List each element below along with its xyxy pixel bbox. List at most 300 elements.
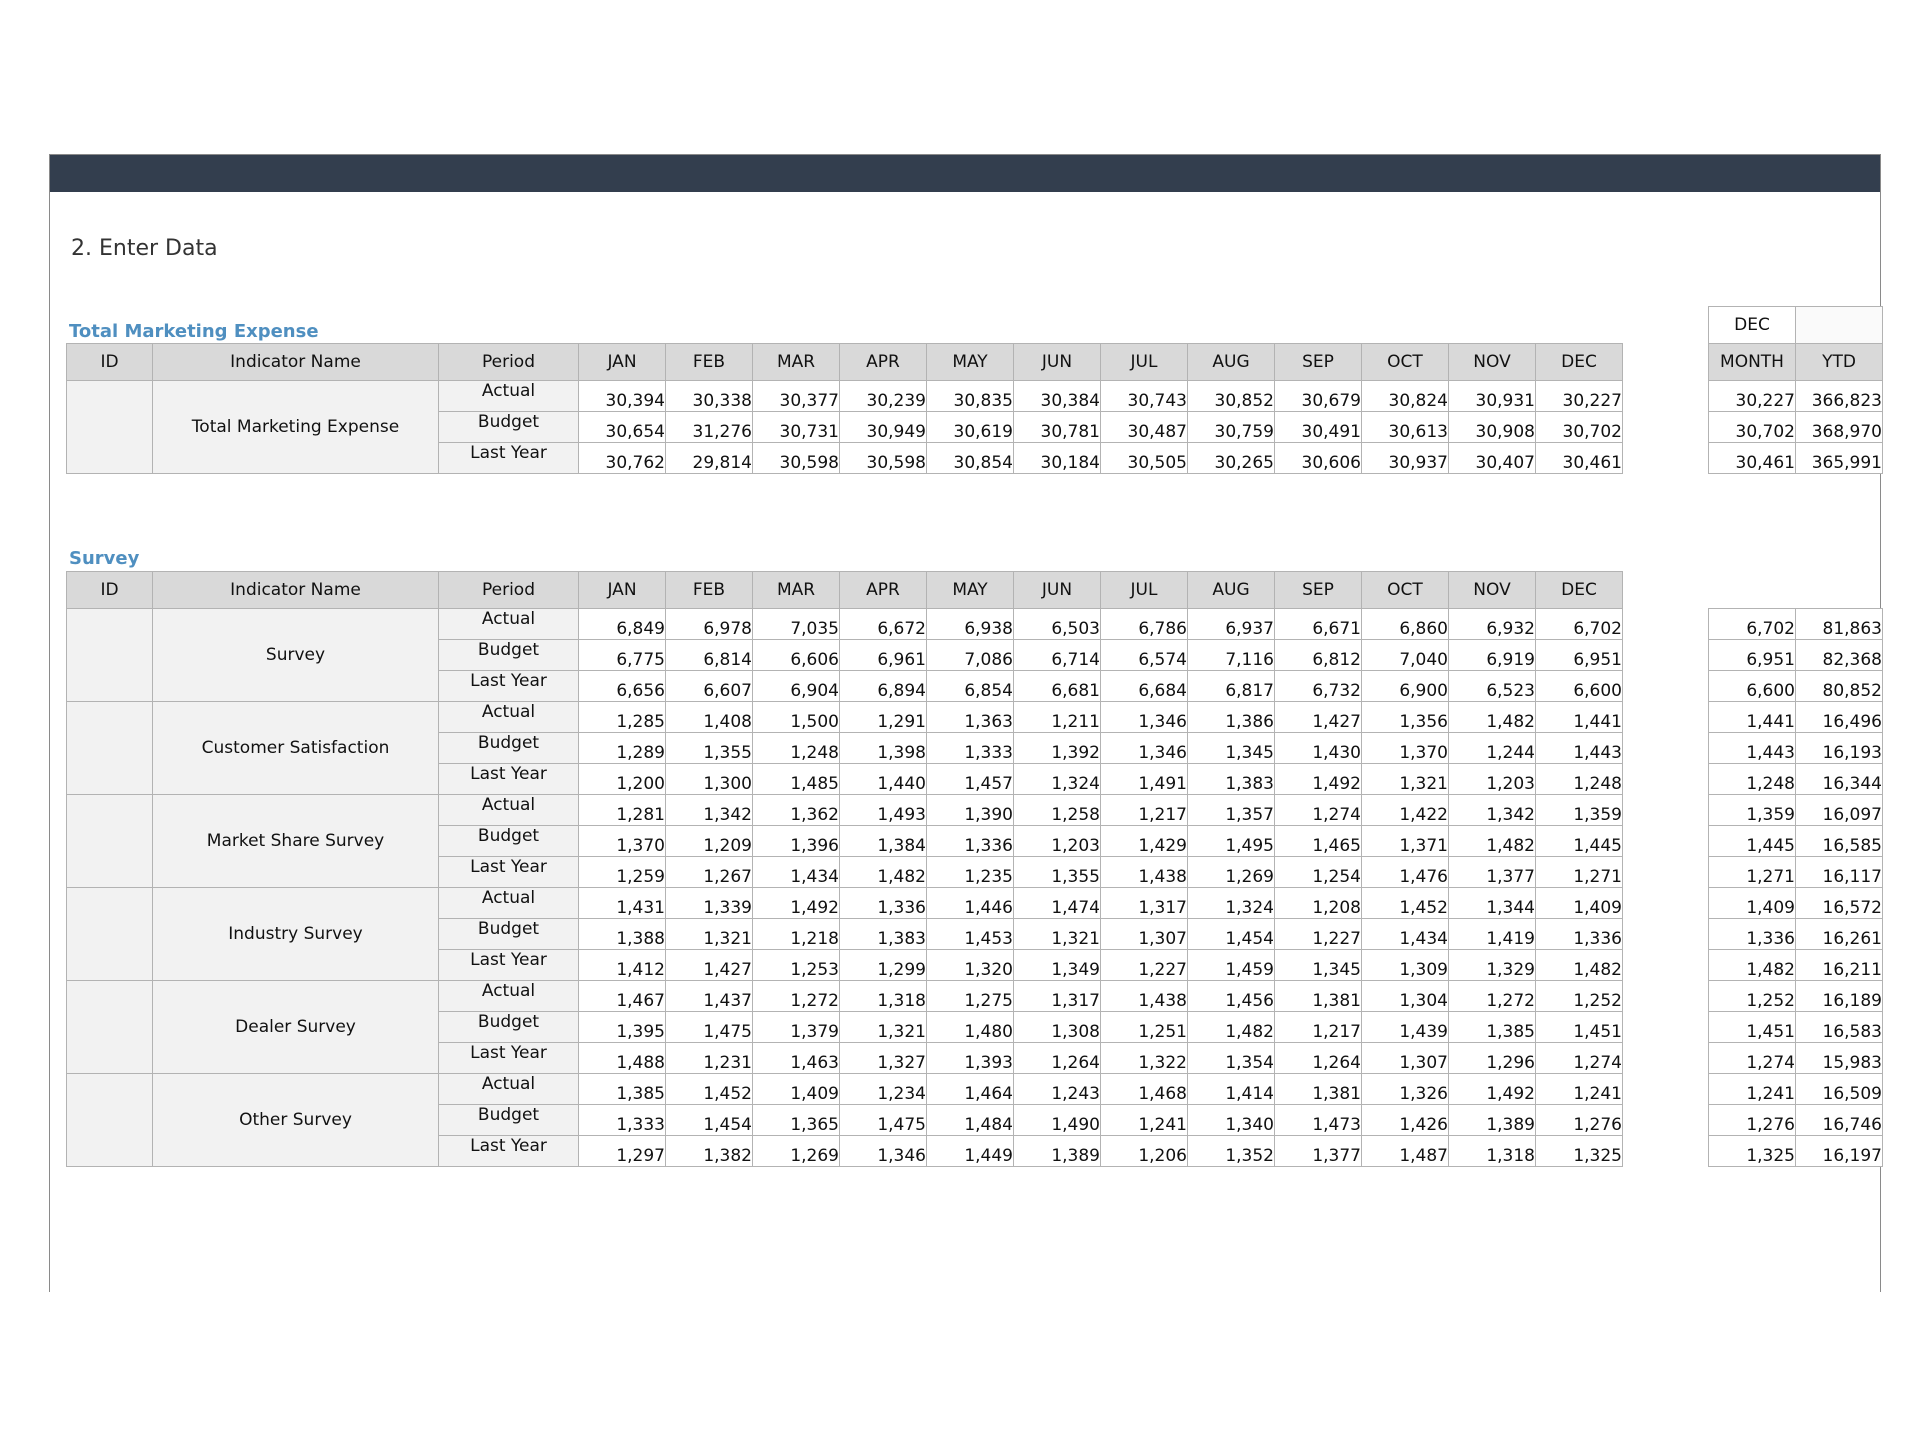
column-gap xyxy=(1623,888,1709,919)
value-cell-sep[interactable]: 1,264 xyxy=(1275,1043,1362,1074)
column-gap xyxy=(1623,443,1709,474)
indicator-id-cell[interactable] xyxy=(67,888,153,981)
value-cell-may[interactable]: 1,393 xyxy=(927,1043,1014,1074)
value-cell-jul[interactable]: 30,505 xyxy=(1101,443,1188,474)
value-cell-may[interactable]: 1,320 xyxy=(927,950,1014,981)
value-cell-oct[interactable]: 1,370 xyxy=(1362,733,1449,764)
value-cell-oct[interactable]: 7,040 xyxy=(1362,640,1449,671)
value-cell-dec[interactable]: 1,325 xyxy=(1536,1136,1623,1167)
value-cell-feb[interactable]: 1,454 xyxy=(666,1105,753,1136)
value-cell-sep[interactable]: 1,492 xyxy=(1275,764,1362,795)
value-cell-may[interactable]: 30,854 xyxy=(927,443,1014,474)
value-cell-jun[interactable]: 6,714 xyxy=(1014,640,1101,671)
value-cell-jan[interactable]: 1,285 xyxy=(579,702,666,733)
header-month-aug: AUG xyxy=(1188,344,1275,381)
value-cell-nov[interactable]: 1,377 xyxy=(1449,857,1536,888)
value-cell-apr[interactable]: 1,475 xyxy=(840,1105,927,1136)
value-cell-jun[interactable]: 1,324 xyxy=(1014,764,1101,795)
value-cell-jul[interactable]: 1,322 xyxy=(1101,1043,1188,1074)
value-cell-dec[interactable]: 1,336 xyxy=(1536,919,1623,950)
value-cell-mar[interactable]: 1,434 xyxy=(753,857,840,888)
value-cell-apr[interactable]: 1,482 xyxy=(840,857,927,888)
value-cell-jul[interactable]: 1,438 xyxy=(1101,857,1188,888)
value-cell-nov[interactable]: 30,931 xyxy=(1449,381,1536,412)
value-cell-apr[interactable]: 6,672 xyxy=(840,609,927,640)
value-cell-mar[interactable]: 1,379 xyxy=(753,1012,840,1043)
value-cell-dec[interactable]: 1,276 xyxy=(1536,1105,1623,1136)
value-cell-oct[interactable]: 6,860 xyxy=(1362,609,1449,640)
value-cell-apr[interactable]: 1,299 xyxy=(840,950,927,981)
value-cell-dec[interactable]: 1,451 xyxy=(1536,1012,1623,1043)
value-cell-may[interactable]: 7,086 xyxy=(927,640,1014,671)
value-cell-jan[interactable]: 30,654 xyxy=(579,412,666,443)
value-cell-aug[interactable]: 30,852 xyxy=(1188,381,1275,412)
value-cell-may[interactable]: 30,619 xyxy=(927,412,1014,443)
value-cell-oct[interactable]: 1,304 xyxy=(1362,981,1449,1012)
value-cell-sep[interactable]: 1,381 xyxy=(1275,981,1362,1012)
value-cell-feb[interactable]: 1,339 xyxy=(666,888,753,919)
value-cell-aug[interactable]: 6,937 xyxy=(1188,609,1275,640)
column-gap xyxy=(1623,764,1709,795)
value-cell-may[interactable]: 1,484 xyxy=(927,1105,1014,1136)
value-cell-jan[interactable]: 1,431 xyxy=(579,888,666,919)
value-cell-jun[interactable]: 1,308 xyxy=(1014,1012,1101,1043)
value-cell-mar[interactable]: 30,377 xyxy=(753,381,840,412)
value-cell-apr[interactable]: 1,493 xyxy=(840,795,927,826)
value-cell-jan[interactable]: 6,849 xyxy=(579,609,666,640)
value-cell-nov[interactable]: 1,419 xyxy=(1449,919,1536,950)
value-cell-jan[interactable]: 1,388 xyxy=(579,919,666,950)
value-cell-dec[interactable]: 1,248 xyxy=(1536,764,1623,795)
value-cell-oct[interactable]: 1,476 xyxy=(1362,857,1449,888)
value-cell-apr[interactable]: 1,346 xyxy=(840,1136,927,1167)
value-cell-apr[interactable]: 1,327 xyxy=(840,1043,927,1074)
value-cell-jun[interactable]: 1,264 xyxy=(1014,1043,1101,1074)
value-cell-feb[interactable]: 1,475 xyxy=(666,1012,753,1043)
column-gap xyxy=(1623,702,1709,733)
value-cell-aug[interactable]: 6,817 xyxy=(1188,671,1275,702)
value-cell-mar[interactable]: 1,218 xyxy=(753,919,840,950)
value-cell-aug[interactable]: 1,386 xyxy=(1188,702,1275,733)
value-cell-feb[interactable]: 1,267 xyxy=(666,857,753,888)
value-cell-jan[interactable]: 1,333 xyxy=(579,1105,666,1136)
value-cell-may[interactable]: 1,464 xyxy=(927,1074,1014,1105)
value-cell-jan[interactable]: 1,297 xyxy=(579,1136,666,1167)
value-cell-sep[interactable]: 1,465 xyxy=(1275,826,1362,857)
value-cell-mar[interactable]: 6,606 xyxy=(753,640,840,671)
value-cell-nov[interactable]: 1,296 xyxy=(1449,1043,1536,1074)
value-cell-feb[interactable]: 1,342 xyxy=(666,795,753,826)
value-cell-jul[interactable]: 1,217 xyxy=(1101,795,1188,826)
value-cell-jul[interactable]: 1,206 xyxy=(1101,1136,1188,1167)
header-month-mar: MAR xyxy=(753,344,840,381)
value-cell-oct[interactable]: 1,309 xyxy=(1362,950,1449,981)
value-cell-oct[interactable]: 6,900 xyxy=(1362,671,1449,702)
value-cell-apr[interactable]: 1,398 xyxy=(840,733,927,764)
value-cell-jul[interactable]: 6,786 xyxy=(1101,609,1188,640)
value-cell-oct[interactable]: 30,613 xyxy=(1362,412,1449,443)
value-cell-apr[interactable]: 30,598 xyxy=(840,443,927,474)
value-cell-mar[interactable]: 1,463 xyxy=(753,1043,840,1074)
column-gap xyxy=(1623,826,1709,857)
value-cell-may[interactable]: 1,333 xyxy=(927,733,1014,764)
value-cell-sep[interactable]: 1,377 xyxy=(1275,1136,1362,1167)
value-cell-jun[interactable]: 30,184 xyxy=(1014,443,1101,474)
value-cell-sep[interactable]: 1,254 xyxy=(1275,857,1362,888)
value-cell-nov[interactable]: 6,523 xyxy=(1449,671,1536,702)
header-month-oct: OCT xyxy=(1362,344,1449,381)
value-cell-sep[interactable]: 6,732 xyxy=(1275,671,1362,702)
value-cell-jul[interactable]: 6,574 xyxy=(1101,640,1188,671)
value-cell-jul[interactable]: 1,307 xyxy=(1101,919,1188,950)
value-cell-sep[interactable]: 1,227 xyxy=(1275,919,1362,950)
value-cell-jul[interactable]: 1,429 xyxy=(1101,826,1188,857)
value-cell-apr[interactable]: 1,318 xyxy=(840,981,927,1012)
value-cell-jan[interactable]: 6,775 xyxy=(579,640,666,671)
value-cell-sep[interactable]: 30,606 xyxy=(1275,443,1362,474)
value-cell-jul[interactable]: 1,346 xyxy=(1101,733,1188,764)
value-cell-feb[interactable]: 30,338 xyxy=(666,381,753,412)
value-cell-nov[interactable]: 1,272 xyxy=(1449,981,1536,1012)
value-cell-jul[interactable]: 1,491 xyxy=(1101,764,1188,795)
value-cell-oct[interactable]: 30,937 xyxy=(1362,443,1449,474)
indicator-id-cell[interactable] xyxy=(67,795,153,888)
value-cell-jan[interactable]: 1,289 xyxy=(579,733,666,764)
value-cell-apr[interactable]: 1,321 xyxy=(840,1012,927,1043)
value-cell-oct[interactable]: 1,426 xyxy=(1362,1105,1449,1136)
value-cell-nov[interactable]: 1,318 xyxy=(1449,1136,1536,1167)
value-cell-may[interactable]: 30,835 xyxy=(927,381,1014,412)
value-cell-jun[interactable]: 1,243 xyxy=(1014,1074,1101,1105)
value-cell-mar[interactable]: 1,485 xyxy=(753,764,840,795)
value-cell-may[interactable]: 6,938 xyxy=(927,609,1014,640)
value-cell-may[interactable]: 1,235 xyxy=(927,857,1014,888)
value-cell-jun[interactable]: 1,211 xyxy=(1014,702,1101,733)
value-cell-may[interactable]: 1,390 xyxy=(927,795,1014,826)
value-cell-oct[interactable]: 1,487 xyxy=(1362,1136,1449,1167)
table-row xyxy=(67,795,1883,826)
period-label: Budget xyxy=(439,1105,579,1136)
header-month-sep: SEP xyxy=(1275,344,1362,381)
value-cell-may[interactable]: 6,854 xyxy=(927,671,1014,702)
value-cell-aug[interactable]: 30,759 xyxy=(1188,412,1275,443)
value-cell-dec[interactable]: 1,274 xyxy=(1536,1043,1623,1074)
value-cell-sep[interactable]: 1,208 xyxy=(1275,888,1362,919)
indicator-id-cell[interactable] xyxy=(67,609,153,702)
value-cell-oct[interactable]: 1,434 xyxy=(1362,919,1449,950)
value-cell-jan[interactable]: 30,394 xyxy=(579,381,666,412)
value-cell-jun[interactable]: 1,321 xyxy=(1014,919,1101,950)
value-cell-aug[interactable]: 1,354 xyxy=(1188,1043,1275,1074)
period-label: Actual xyxy=(439,981,579,1012)
value-cell-feb[interactable]: 1,437 xyxy=(666,981,753,1012)
value-cell-apr[interactable]: 1,291 xyxy=(840,702,927,733)
indicator-id-cell[interactable] xyxy=(67,1074,153,1167)
value-cell-dec[interactable]: 6,951 xyxy=(1536,640,1623,671)
value-cell-feb[interactable]: 6,814 xyxy=(666,640,753,671)
value-cell-oct[interactable]: 1,371 xyxy=(1362,826,1449,857)
value-cell-apr[interactable]: 1,336 xyxy=(840,888,927,919)
value-cell-aug[interactable]: 1,459 xyxy=(1188,950,1275,981)
value-cell-jan[interactable]: 1,370 xyxy=(579,826,666,857)
value-cell-dec[interactable]: 1,252 xyxy=(1536,981,1623,1012)
indicator-id-cell[interactable] xyxy=(67,381,153,474)
value-cell-nov[interactable]: 1,492 xyxy=(1449,1074,1536,1105)
value-cell-feb[interactable]: 29,814 xyxy=(666,443,753,474)
value-cell-jan[interactable]: 1,281 xyxy=(579,795,666,826)
header-ytd-blank xyxy=(1796,572,1883,609)
value-cell-jan[interactable]: 1,200 xyxy=(579,764,666,795)
value-cell-mar[interactable]: 1,492 xyxy=(753,888,840,919)
value-cell-sep[interactable]: 1,274 xyxy=(1275,795,1362,826)
value-cell-nov[interactable]: 30,407 xyxy=(1449,443,1536,474)
value-cell-nov[interactable]: 30,908 xyxy=(1449,412,1536,443)
value-cell-apr[interactable]: 6,961 xyxy=(840,640,927,671)
value-cell-aug[interactable]: 1,383 xyxy=(1188,764,1275,795)
column-gap xyxy=(1623,344,1709,381)
value-cell-feb[interactable]: 1,452 xyxy=(666,1074,753,1105)
value-cell-apr[interactable]: 6,894 xyxy=(840,671,927,702)
value-cell-sep[interactable]: 1,473 xyxy=(1275,1105,1362,1136)
value-cell-dec[interactable]: 30,227 xyxy=(1536,381,1623,412)
value-cell-feb[interactable]: 6,607 xyxy=(666,671,753,702)
value-cell-aug[interactable]: 1,482 xyxy=(1188,1012,1275,1043)
value-cell-dec[interactable]: 1,441 xyxy=(1536,702,1623,733)
value-cell-jun[interactable]: 1,349 xyxy=(1014,950,1101,981)
summary-ytd-value: 16,097 xyxy=(1796,795,1883,826)
value-cell-mar[interactable]: 1,365 xyxy=(753,1105,840,1136)
value-cell-apr[interactable]: 1,384 xyxy=(840,826,927,857)
summary-month-value: 1,274 xyxy=(1709,1043,1796,1074)
value-cell-sep[interactable]: 1,430 xyxy=(1275,733,1362,764)
summary-month-value: 30,702 xyxy=(1709,412,1796,443)
value-cell-jan[interactable]: 6,656 xyxy=(579,671,666,702)
value-cell-aug[interactable]: 1,454 xyxy=(1188,919,1275,950)
value-cell-may[interactable]: 1,449 xyxy=(927,1136,1014,1167)
column-gap xyxy=(1623,1043,1709,1074)
value-cell-aug[interactable]: 30,265 xyxy=(1188,443,1275,474)
value-cell-aug[interactable]: 1,345 xyxy=(1188,733,1275,764)
header-month-feb: FEB xyxy=(666,572,753,609)
value-cell-sep[interactable]: 6,671 xyxy=(1275,609,1362,640)
value-cell-oct[interactable]: 1,452 xyxy=(1362,888,1449,919)
value-cell-feb[interactable]: 1,355 xyxy=(666,733,753,764)
value-cell-apr[interactable]: 30,949 xyxy=(840,412,927,443)
value-cell-jul[interactable]: 1,251 xyxy=(1101,1012,1188,1043)
header-period: Period xyxy=(439,572,579,609)
value-cell-oct[interactable]: 30,824 xyxy=(1362,381,1449,412)
value-cell-dec[interactable]: 1,409 xyxy=(1536,888,1623,919)
header-id: ID xyxy=(67,572,153,609)
value-cell-feb[interactable]: 1,408 xyxy=(666,702,753,733)
value-cell-dec[interactable]: 1,443 xyxy=(1536,733,1623,764)
value-cell-mar[interactable]: 6,904 xyxy=(753,671,840,702)
value-cell-aug[interactable]: 1,414 xyxy=(1188,1074,1275,1105)
value-cell-jan[interactable]: 1,467 xyxy=(579,981,666,1012)
value-cell-aug[interactable]: 1,495 xyxy=(1188,826,1275,857)
value-cell-jul[interactable]: 1,468 xyxy=(1101,1074,1188,1105)
value-cell-mar[interactable]: 1,248 xyxy=(753,733,840,764)
value-cell-aug[interactable]: 7,116 xyxy=(1188,640,1275,671)
value-cell-mar[interactable]: 30,731 xyxy=(753,412,840,443)
value-cell-dec[interactable]: 1,271 xyxy=(1536,857,1623,888)
value-cell-jul[interactable]: 1,227 xyxy=(1101,950,1188,981)
value-cell-mar[interactable]: 1,500 xyxy=(753,702,840,733)
value-cell-nov[interactable]: 1,482 xyxy=(1449,826,1536,857)
column-gap xyxy=(1623,950,1709,981)
value-cell-oct[interactable]: 1,356 xyxy=(1362,702,1449,733)
value-cell-feb[interactable]: 1,209 xyxy=(666,826,753,857)
indicator-name: Total Marketing Expense xyxy=(153,381,439,474)
value-cell-oct[interactable]: 1,422 xyxy=(1362,795,1449,826)
value-cell-feb[interactable]: 1,382 xyxy=(666,1136,753,1167)
column-gap xyxy=(1623,1012,1709,1043)
value-cell-dec[interactable]: 1,241 xyxy=(1536,1074,1623,1105)
value-cell-jul[interactable]: 30,487 xyxy=(1101,412,1188,443)
value-cell-jan[interactable]: 1,259 xyxy=(579,857,666,888)
value-cell-nov[interactable]: 1,385 xyxy=(1449,1012,1536,1043)
value-cell-jun[interactable]: 1,203 xyxy=(1014,826,1101,857)
value-cell-nov[interactable]: 1,344 xyxy=(1449,888,1536,919)
value-cell-sep[interactable]: 1,427 xyxy=(1275,702,1362,733)
value-cell-dec[interactable]: 1,445 xyxy=(1536,826,1623,857)
value-cell-feb[interactable]: 31,276 xyxy=(666,412,753,443)
value-cell-nov[interactable]: 1,342 xyxy=(1449,795,1536,826)
indicator-id-cell[interactable] xyxy=(67,981,153,1074)
value-cell-jun[interactable]: 1,392 xyxy=(1014,733,1101,764)
summary-month-value: 1,445 xyxy=(1709,826,1796,857)
value-cell-nov[interactable]: 1,389 xyxy=(1449,1105,1536,1136)
value-cell-feb[interactable]: 1,427 xyxy=(666,950,753,981)
summary-month-value: 1,409 xyxy=(1709,888,1796,919)
value-cell-mar[interactable]: 30,598 xyxy=(753,443,840,474)
column-gap xyxy=(1623,795,1709,826)
value-cell-jan[interactable]: 30,762 xyxy=(579,443,666,474)
value-cell-feb[interactable]: 1,321 xyxy=(666,919,753,950)
value-cell-dec[interactable]: 1,482 xyxy=(1536,950,1623,981)
period-label: Actual xyxy=(439,888,579,919)
value-cell-dec[interactable]: 6,702 xyxy=(1536,609,1623,640)
value-cell-jul[interactable]: 1,438 xyxy=(1101,981,1188,1012)
value-cell-sep[interactable]: 1,217 xyxy=(1275,1012,1362,1043)
column-gap xyxy=(1623,733,1709,764)
value-cell-jul[interactable]: 1,346 xyxy=(1101,702,1188,733)
value-cell-jun[interactable]: 30,384 xyxy=(1014,381,1101,412)
value-cell-may[interactable]: 1,336 xyxy=(927,826,1014,857)
value-cell-may[interactable]: 1,457 xyxy=(927,764,1014,795)
value-cell-apr[interactable]: 1,234 xyxy=(840,1074,927,1105)
value-cell-mar[interactable]: 1,362 xyxy=(753,795,840,826)
value-cell-oct[interactable]: 1,326 xyxy=(1362,1074,1449,1105)
value-cell-nov[interactable]: 1,244 xyxy=(1449,733,1536,764)
value-cell-sep[interactable]: 1,381 xyxy=(1275,1074,1362,1105)
value-cell-jun[interactable]: 6,681 xyxy=(1014,671,1101,702)
section-title-survey: Survey xyxy=(69,548,140,569)
value-cell-jan[interactable]: 1,395 xyxy=(579,1012,666,1043)
value-cell-mar[interactable]: 1,409 xyxy=(753,1074,840,1105)
value-cell-oct[interactable]: 1,307 xyxy=(1362,1043,1449,1074)
value-cell-may[interactable]: 1,363 xyxy=(927,702,1014,733)
value-cell-dec[interactable]: 1,359 xyxy=(1536,795,1623,826)
value-cell-aug[interactable]: 1,352 xyxy=(1188,1136,1275,1167)
value-cell-jun[interactable]: 1,355 xyxy=(1014,857,1101,888)
header-indicator-name: Indicator Name xyxy=(153,572,439,609)
value-cell-sep[interactable]: 1,345 xyxy=(1275,950,1362,981)
value-cell-jul[interactable]: 1,317 xyxy=(1101,888,1188,919)
value-cell-mar[interactable]: 1,396 xyxy=(753,826,840,857)
value-cell-jan[interactable]: 1,488 xyxy=(579,1043,666,1074)
value-cell-nov[interactable]: 6,932 xyxy=(1449,609,1536,640)
value-cell-jun[interactable]: 6,503 xyxy=(1014,609,1101,640)
value-cell-jan[interactable]: 1,412 xyxy=(579,950,666,981)
value-cell-aug[interactable]: 1,456 xyxy=(1188,981,1275,1012)
value-cell-jun[interactable]: 1,258 xyxy=(1014,795,1101,826)
indicator-id-cell[interactable] xyxy=(67,702,153,795)
period-label: Last Year xyxy=(439,1136,579,1167)
value-cell-dec[interactable]: 30,702 xyxy=(1536,412,1623,443)
value-cell-aug[interactable]: 1,324 xyxy=(1188,888,1275,919)
value-cell-may[interactable]: 1,453 xyxy=(927,919,1014,950)
section-title-total-marketing-expense: Total Marketing Expense xyxy=(69,321,319,342)
value-cell-aug[interactable]: 1,357 xyxy=(1188,795,1275,826)
value-cell-apr[interactable]: 1,440 xyxy=(840,764,927,795)
value-cell-jun[interactable]: 1,389 xyxy=(1014,1136,1101,1167)
value-cell-nov[interactable]: 6,919 xyxy=(1449,640,1536,671)
value-cell-jul[interactable]: 30,743 xyxy=(1101,381,1188,412)
summary-ytd-value: 15,983 xyxy=(1796,1043,1883,1074)
value-cell-feb[interactable]: 6,978 xyxy=(666,609,753,640)
value-cell-feb[interactable]: 1,231 xyxy=(666,1043,753,1074)
value-cell-may[interactable]: 1,446 xyxy=(927,888,1014,919)
value-cell-aug[interactable]: 1,269 xyxy=(1188,857,1275,888)
value-cell-nov[interactable]: 1,329 xyxy=(1449,950,1536,981)
header-id: ID xyxy=(67,344,153,381)
value-cell-may[interactable]: 1,275 xyxy=(927,981,1014,1012)
value-cell-dec[interactable]: 6,600 xyxy=(1536,671,1623,702)
period-label: Budget xyxy=(439,826,579,857)
period-label: Budget xyxy=(439,640,579,671)
value-cell-oct[interactable]: 1,321 xyxy=(1362,764,1449,795)
value-cell-jun[interactable]: 1,317 xyxy=(1014,981,1101,1012)
value-cell-apr[interactable]: 1,383 xyxy=(840,919,927,950)
value-cell-sep[interactable]: 6,812 xyxy=(1275,640,1362,671)
value-cell-aug[interactable]: 1,340 xyxy=(1188,1105,1275,1136)
value-cell-jan[interactable]: 1,385 xyxy=(579,1074,666,1105)
value-cell-dec[interactable]: 30,461 xyxy=(1536,443,1623,474)
value-cell-jun[interactable]: 1,490 xyxy=(1014,1105,1101,1136)
value-cell-jul[interactable]: 6,684 xyxy=(1101,671,1188,702)
value-cell-nov[interactable]: 1,203 xyxy=(1449,764,1536,795)
value-cell-sep[interactable]: 30,679 xyxy=(1275,381,1362,412)
header-month-dec: DEC xyxy=(1536,344,1623,381)
value-cell-nov[interactable]: 1,482 xyxy=(1449,702,1536,733)
value-cell-jul[interactable]: 1,241 xyxy=(1101,1105,1188,1136)
value-cell-jun[interactable]: 30,781 xyxy=(1014,412,1101,443)
value-cell-jun[interactable]: 1,474 xyxy=(1014,888,1101,919)
value-cell-mar[interactable]: 1,272 xyxy=(753,981,840,1012)
value-cell-mar[interactable]: 1,253 xyxy=(753,950,840,981)
column-gap xyxy=(1623,1105,1709,1136)
value-cell-oct[interactable]: 1,439 xyxy=(1362,1012,1449,1043)
value-cell-mar[interactable]: 7,035 xyxy=(753,609,840,640)
value-cell-feb[interactable]: 1,300 xyxy=(666,764,753,795)
header-month-oct: OCT xyxy=(1362,572,1449,609)
value-cell-mar[interactable]: 1,269 xyxy=(753,1136,840,1167)
period-label: Budget xyxy=(439,733,579,764)
value-cell-may[interactable]: 1,480 xyxy=(927,1012,1014,1043)
value-cell-sep[interactable]: 30,491 xyxy=(1275,412,1362,443)
value-cell-apr[interactable]: 30,239 xyxy=(840,381,927,412)
